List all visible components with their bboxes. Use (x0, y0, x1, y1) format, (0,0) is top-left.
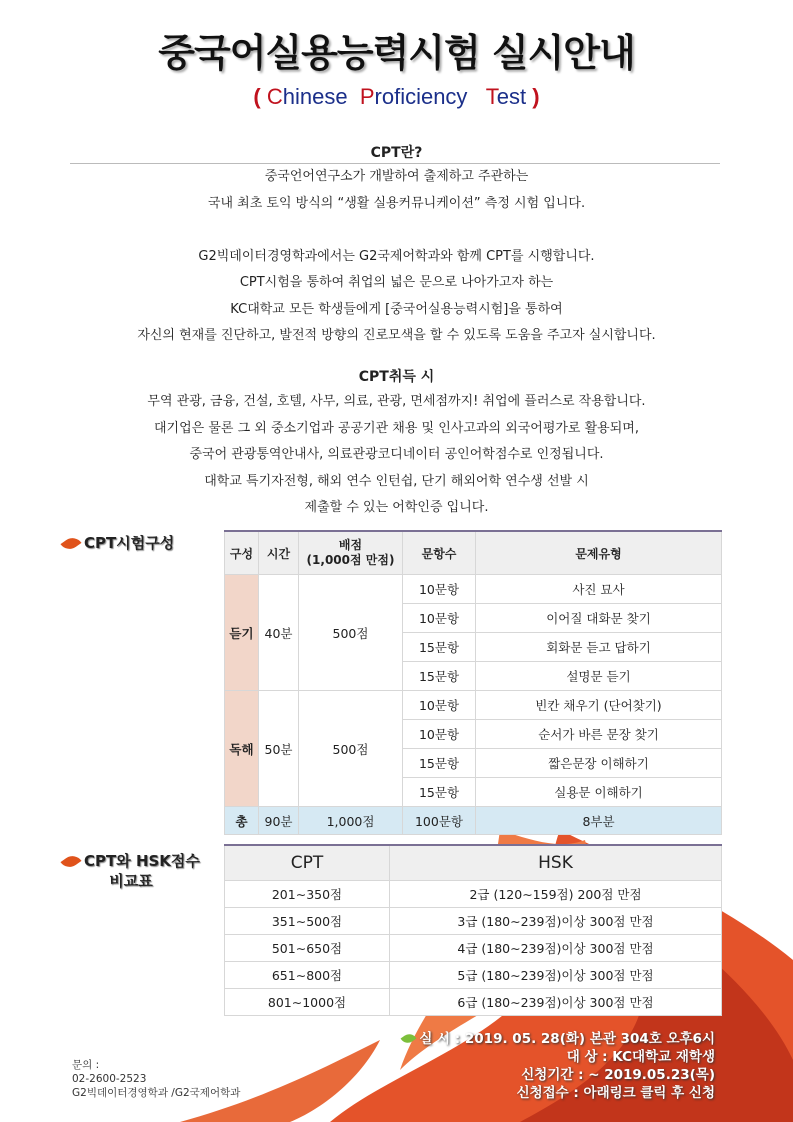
compare-label-text: CPT와 HSK점수 (84, 852, 200, 870)
count-cell: 10문항 (403, 691, 476, 720)
structure-label-text: CPT시험구성 (84, 534, 175, 552)
hsk-cell: 3급 (180∼239점)이상 300점 만점 (390, 908, 722, 935)
contact-label: 문의 : (72, 1059, 100, 1071)
table-row (225, 691, 722, 720)
table-row (225, 881, 722, 908)
benefit-line: 중국어 관광통역안내사, 의료관광코디네이터 공인어학점수로 인정됩니다. (189, 447, 604, 462)
about-line: 국내 최초 토익 방식의 “생활 실용커뮤니케이션” 측정 시험 입니다. (207, 195, 586, 211)
benefit-line: 제출할 수 있는 어학인증 입니다. (304, 500, 489, 515)
group-time-cell: 50분 (259, 691, 299, 807)
about-text (0, 164, 793, 350)
contact-info (72, 1058, 240, 1100)
subtitle-cap: T (485, 84, 497, 109)
compare-label-line1 (62, 851, 200, 871)
structure-label (62, 533, 174, 553)
header-cell: 문항수 (403, 531, 476, 575)
compare-table (224, 844, 722, 1016)
table-row (225, 962, 722, 989)
cpt-cell: 501∼650점 (225, 935, 390, 962)
subtitle-cap: P (359, 84, 375, 109)
hsk-cell: 4급 (180∼239점)이상 300점 만점 (390, 935, 722, 962)
header-cell: 문제유형 (476, 531, 722, 575)
contact-dept: G2빅데이터경영학과 /G2국제어학과 (72, 1087, 241, 1099)
type-cell: 짧은문장 이해하기 (476, 749, 722, 778)
type-cell: 설명문 듣기 (476, 662, 722, 691)
total-name-cell: 총 (225, 807, 259, 835)
group-name-cell: 듣기 (225, 575, 259, 691)
group-time-cell: 40분 (259, 575, 299, 691)
group-score-cell: 500점 (299, 691, 403, 807)
header-cell: HSK (390, 845, 722, 881)
type-cell: 실용문 이해하기 (476, 778, 722, 807)
group-name-cell: 독해 (225, 691, 259, 807)
subtitle-rest: roficiency (374, 84, 468, 109)
subtitle-rest: hinese (282, 84, 348, 109)
leaf-bullet-icon (401, 1031, 417, 1046)
structure-header-row (225, 531, 722, 575)
table-row (225, 989, 722, 1016)
leaf-icon (60, 852, 81, 871)
count-cell: 15문항 (403, 633, 476, 662)
total-count-cell: 100문항 (403, 807, 476, 835)
total-row (225, 807, 722, 835)
about-line: 중국언어연구소가 개발하여 출제하고 주관하는 (264, 169, 529, 184)
hsk-cell: 2급 (120∼159점) 200점 만점 (390, 881, 722, 908)
type-cell: 사진 묘사 (476, 575, 722, 604)
benefit-line: 대학교 특기자전형, 해외 연수 인턴쉽, 단기 해외어학 연수생 선발 시 (204, 473, 589, 489)
header-cell: 배점 (1,000점 만점) (299, 531, 403, 575)
total-score-cell: 1,000점 (299, 807, 403, 835)
cpt-cell: 351∼500점 (225, 908, 390, 935)
page-subtitle (0, 84, 793, 110)
subtitle-word-proficiency (360, 84, 468, 109)
count-cell: 10문항 (403, 575, 476, 604)
compare-label-line2: 비교표 (109, 872, 153, 890)
schedule-info (402, 1030, 715, 1102)
header-cell: 구성 (225, 531, 259, 575)
schedule-line-date (402, 1030, 715, 1048)
total-type-cell: 8부분 (476, 807, 722, 835)
schedule-line-period: 신청기간 : ~ 2019.05.23(목) (521, 1067, 715, 1083)
type-cell: 회화문 듣고 답하기 (476, 633, 722, 662)
subtitle-word-chinese (267, 84, 348, 109)
cpt-cell: 201∼350점 (225, 881, 390, 908)
leaf-icon (60, 534, 81, 553)
subtitle-cap: C (266, 84, 283, 109)
table-row (225, 908, 722, 935)
benefit-line: 무역 관광, 금융, 건설, 호텔, 사무, 의료, 관광, 면세점까지! 취업에 플러스로 작용합니다. (147, 394, 646, 409)
type-cell: 빈칸 채우기 (단어찾기) (476, 691, 722, 720)
count-cell: 15문항 (403, 662, 476, 691)
type-cell: 이어질 대화문 찾기 (476, 604, 722, 633)
hsk-cell: 6급 (180∼239점)이상 300점 만점 (390, 989, 722, 1016)
total-time-cell: 90분 (259, 807, 299, 835)
about-line: CPT시험을 통하여 취업의 넓은 문으로 나아가고자 하는 (239, 275, 554, 290)
schedule-date-text: 실 시 : 2019. 05. 28(화) 본관 304호 오후6시 (419, 1031, 715, 1047)
benefit-text (0, 389, 793, 522)
page-title: 중국어실용능력시험 실시안내 (158, 31, 635, 75)
subtitle-word-test (486, 84, 526, 109)
hsk-cell: 5급 (180∼239점)이상 300점 만점 (390, 962, 722, 989)
header-cell: 시간 (259, 531, 299, 575)
structure-table (224, 530, 722, 835)
about-heading: CPT란? (370, 145, 423, 161)
compare-header-row (225, 845, 722, 881)
table-row (225, 575, 722, 604)
compare-label (62, 851, 200, 891)
about-line: KC대학교 모든 학생들에게 [중국어실용능력시험]을 통하여 (230, 301, 563, 317)
count-cell: 15문항 (403, 749, 476, 778)
schedule-line-target: 대 상 : KC대학교 재학생 (566, 1049, 715, 1065)
about-line: G2빅데이터경영학과에서는 G2국제어학과와 함께 CPT를 시행합니다. (198, 248, 595, 264)
subtitle-close-paren: ) (532, 84, 540, 109)
cpt-cell: 801∼1000점 (225, 989, 390, 1016)
type-cell: 순서가 바른 문장 찾기 (476, 720, 722, 749)
group-score-cell: 500점 (299, 575, 403, 691)
contact-phone: 02-2600-2523 (72, 1073, 147, 1085)
count-cell: 15문항 (403, 778, 476, 807)
table-row (225, 935, 722, 962)
subtitle-open-paren: ( (253, 84, 261, 109)
schedule-line-apply: 신청접수 : 아래링크 클릭 후 신청 (516, 1085, 715, 1101)
subtitle-rest: est (496, 84, 527, 109)
count-cell: 10문항 (403, 720, 476, 749)
about-line (0, 217, 793, 244)
about-line: 자신의 현재를 진단하고, 발전적 방향의 진로모색을 할 수 있도록 도움을 주고자 실시합니다. (137, 328, 656, 343)
cpt-cell: 651∼800점 (225, 962, 390, 989)
header-cell: CPT (225, 845, 390, 881)
count-cell: 10문항 (403, 604, 476, 633)
benefit-line: 대기업은 물론 그 외 중소기업과 공공기관 채용 및 인사고과의 외국어평가로 활용되며, (154, 420, 639, 436)
benefit-heading: CPT취득 시 (358, 369, 435, 385)
